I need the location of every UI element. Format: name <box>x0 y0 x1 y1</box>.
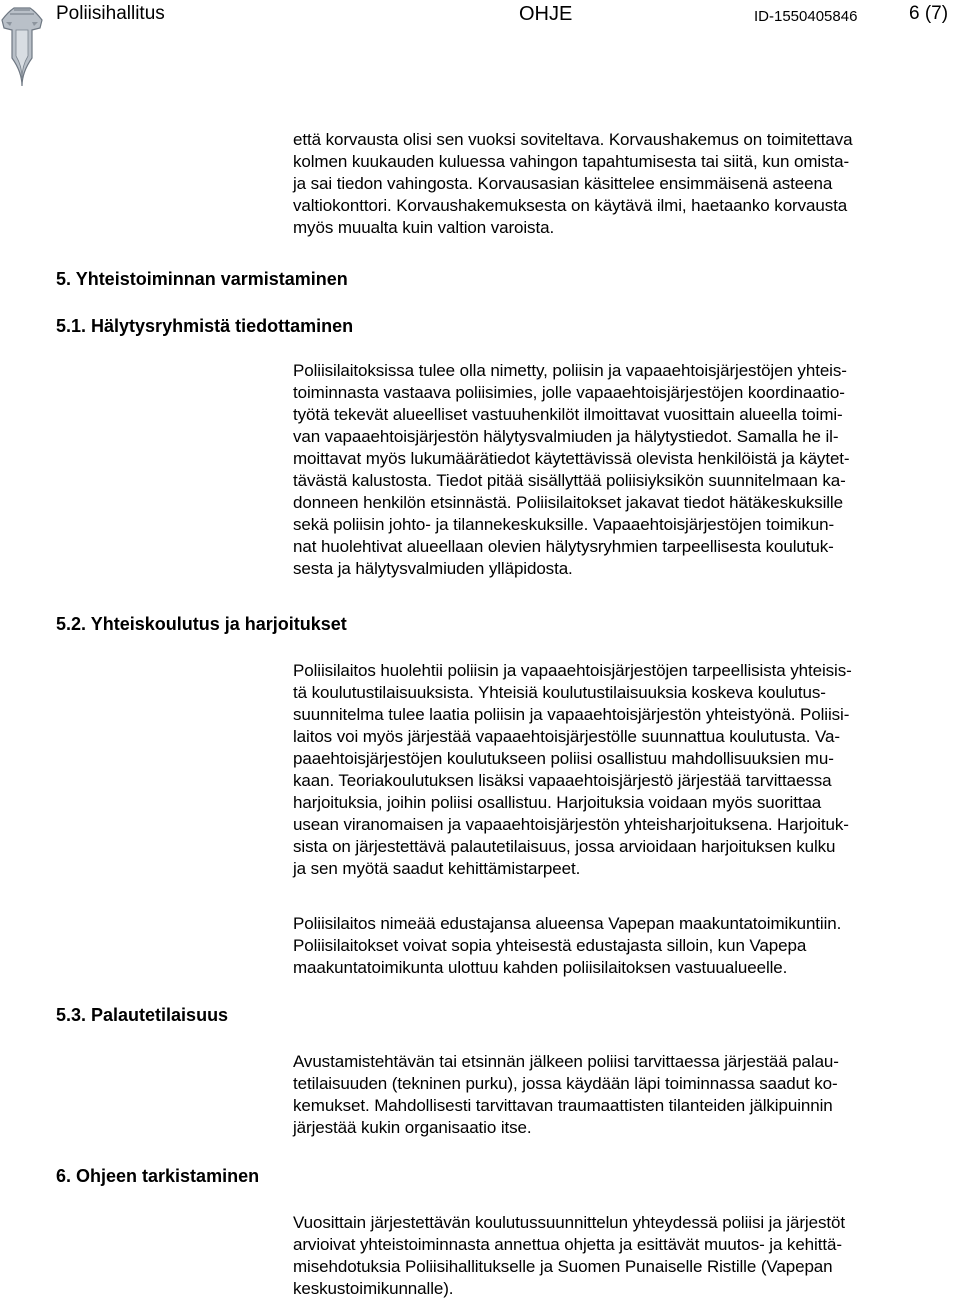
section-5-1-heading: 5.1. Hälytysryhmistä tiedottaminen <box>56 316 354 336</box>
section-5-2-body-2: Poliisilaitos nimeää edustajansa alueensa Vapepan maakuntatoimikuntiin. Poliisilaitokset voivat sopia yhteisestä edustajasta silloin, kun Vapepa maakuntatoimikunta ulottuu kahden poliisilaitoksen vastuualueelle. <box>293 914 842 977</box>
police-emblem-logo <box>0 0 44 90</box>
header-document-id: ID-1550405846 <box>754 8 858 25</box>
section-5-heading: 5. Yhteistoiminnan varmistaminen <box>56 269 348 289</box>
section-6-heading: 6. Ohjeen tarkistaminen <box>56 1166 260 1186</box>
section-5-2-heading: 5.2. Yhteiskoulutus ja harjoitukset <box>56 614 347 634</box>
section-5-3-body: Avustamistehtävän tai etsinnän jälkeen poliisi tarvittaessa järjestää palau- tetilaisuuden (tekninen purku), jossa käydään läpi toiminnassa saadut ko- kemukset. Mahdollisesti tarvittavan traumaattisten tilanteiden jälkipuinnin järjestää kukin organisaatio itse. <box>293 1052 839 1137</box>
section-6-body: Vuosittain järjestettävän koulutussuunnittelun yhteydessä poliisi ja järjestöt arvioivat yhteistoiminnasta annettua ohjetta ja esittävät muutos- ja kehittä- misehdotuksia Poliisihallitukselle ja Suomen Punaiselle Ristille (Vapepan keskustoimikunnalle). <box>293 1213 845 1298</box>
header-page-number: 6 (7) <box>909 3 949 24</box>
section-5-3-heading: 5.3. Palautetilaisuus <box>56 1005 229 1025</box>
section-5-1-body: Poliisilaitoksissa tulee olla nimetty, poliisin ja vapaaehtoisjärjestöjen yhteis- toiminnasta vastaava poliisimies, jolle vapaaehtoisjärjestöjen koordinaatio- työtä tekevät alueelliset vastuuhenkilöt ilmoittavat vuosittain alueella toimi- van vapaaehtoisjärjestön hälytysvalmiuden ja hälytystiedot. Samalla he il- moittavat myös lukumäärätiedot käytettävissä olevista henkilöistä ja käytet- tävästä kalustosta. Tiedot pitää sisällyttää poliisiyksikön suunnitelmaan ka- donneen henkilön etsinnästä. Poliisilaitokset jakavat tiedot hätäkeskuksille sekä poliisin johto- ja tilannekeskuksille. Vapaaehtoisjärjestöjen toimikun- nat huolehtivat alueellaan olevien hälytysryhmien tarpeellisesta koulutuk- sesta ja hälytysvalmiuden ylläpidosta. <box>293 361 850 578</box>
intro-paragraph: että korvausta olisi sen vuoksi soviteltava. Korvaushakemus on toimitettava kolmen kuukauden kuluessa vahingon tapahtumisesta tai siitä, kun omista- ja sai tiedon vahingosta. Korvausasian käsittelee ensimmäisenä asteena valtiokonttori. Korvaushakemuksesta on käytävä ilmi, haetaanko korvausta myös muualta kuin valtion varoista. <box>293 130 853 237</box>
header-document-type: OHJE <box>519 3 573 25</box>
section-5-2-body: Poliisilaitos huolehtii poliisin ja vapaaehtoisjärjestöjen tarpeellisista yhteisis- tä koulutustilaisuuksista. Yhteisiä koulutustilaisuuksia koskeva koulutus- suunnitelma tulee laatia poliisin ja vapaaehtoisjärjestön yhteistyönä. Poliisi- laitos voi myös järjestää vapaaehtoisjärjestölle suunnattua koulutusta. Va- paaehtoisjärjestöjen koulutukseen poliisi osallistuu mahdollisuuksien mu- kaan. Teoriakoulutuksen lisäksi vapaaehtoisjärjestö järjestää tarvittaessa harjoituksia, joihin poliisi osallistuu. Harjoituksia voidaan myös suorittaa usean viranomaisen ja vapaaehtoisjärjestön yhteisharjoituksena. Harjoituk- sista on järjestettävä palautetilaisuus, jossa arvioidaan harjoituksen kulku ja sen myötä saadut kehittämistarpeet. <box>293 661 852 878</box>
header-organization: Poliisihallitus <box>56 3 165 24</box>
